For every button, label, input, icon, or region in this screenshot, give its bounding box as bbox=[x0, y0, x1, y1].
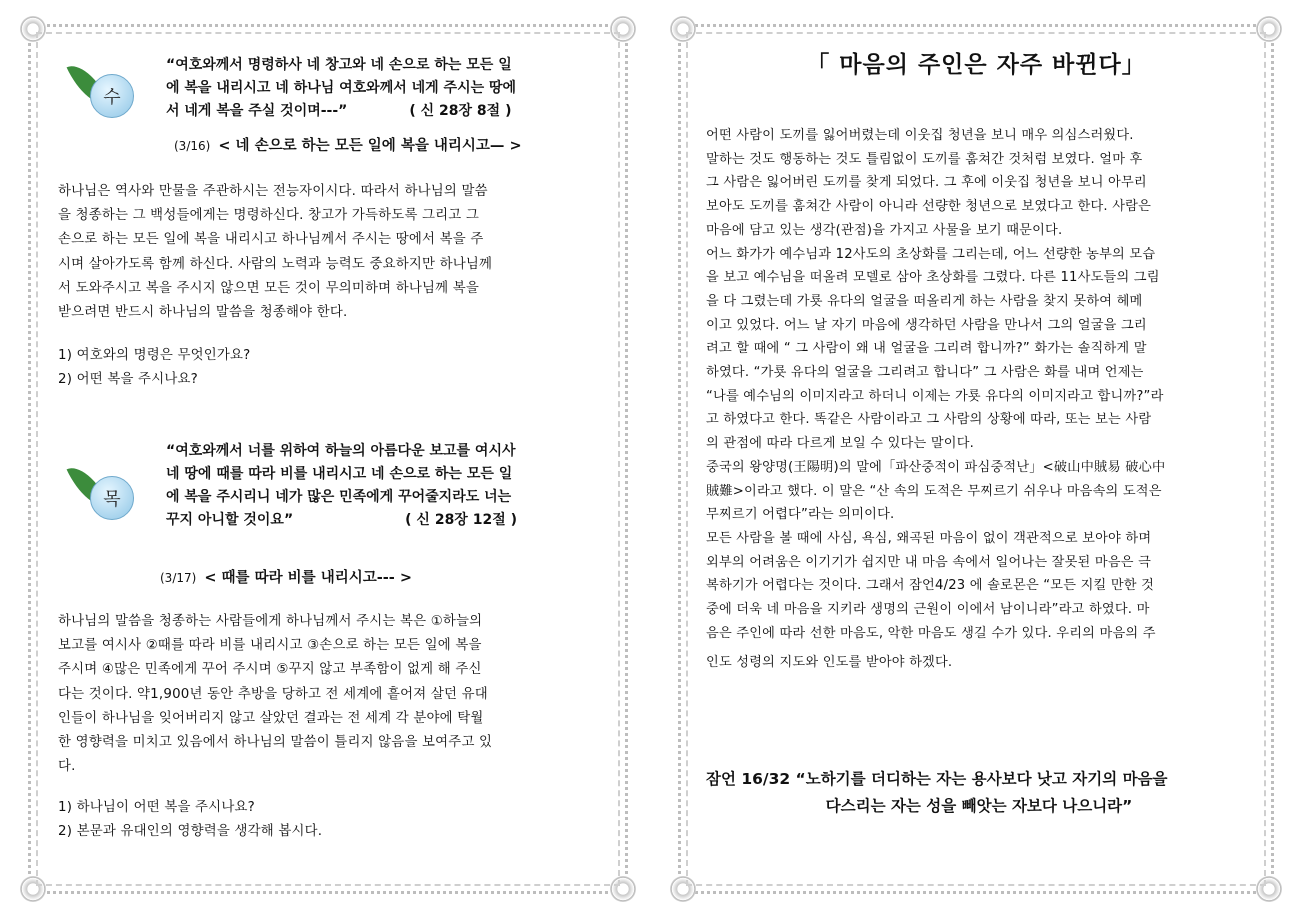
body-line: 을 보고 예수님을 떠올려 모델로 삼아 초상화를 그렸다. 다른 11사도들의 그림 bbox=[706, 270, 1160, 286]
question-list bbox=[58, 796, 322, 844]
badge-circle bbox=[90, 74, 134, 118]
body-line: 시며 살아가도록 함께 하신다. 사람의 노력과 능력도 중요하지만 하나님께 bbox=[58, 256, 493, 272]
body-line: 고 하였다고 한다. 똑같은 사람이라고 그 사람의 상황에 따라, 또는 보는 사람 bbox=[706, 412, 1152, 428]
section-date: (3/17) bbox=[160, 571, 197, 585]
body-line: 의 관점에 따라 다르게 보일 수 있다는 말이다. bbox=[706, 436, 975, 452]
corner-ornament-icon bbox=[610, 16, 636, 42]
body-line: 하나님은 역사와 만물을 주관하시는 전능자이시다. 따라서 하나님의 말씀 bbox=[58, 184, 488, 199]
footer-verse bbox=[706, 766, 1252, 820]
body-line: 받으려면 반드시 하나님의 말씀을 청종해야 한다. bbox=[58, 305, 348, 321]
body-line: 인들이 하나님을 잊어버리지 않고 살았던 결과는 전 세계 각 분야에 탁월 bbox=[58, 710, 484, 726]
question-item: 1) 여호와의 명령은 무엇인가요? bbox=[58, 348, 251, 363]
body-line: 한 영향력을 미치고 있음에서 하나님의 말씀이 틀리지 않음을 보여주고 있 bbox=[58, 735, 493, 751]
body-line: 을 다 그렸는데 가룟 유다의 얼굴을 떠올리게 하는 사람을 찾지 못하여 헤메 bbox=[706, 293, 1143, 309]
body-line: 무찌르기 어렵다”라는 의미이다. bbox=[706, 507, 895, 523]
corner-ornament-icon bbox=[1256, 876, 1282, 902]
verse-line: 에 복을 내리시고 네 하나님 여호와께서 네게 주시는 땅에 bbox=[166, 80, 517, 96]
body-line: 주시며 ④많은 민족에게 꾸어 주시며 ⑤꾸지 않고 부족함이 없게 해 주신 bbox=[58, 662, 482, 678]
body-line: “나를 예수님의 이미지라고 하더니 이제는 가룟 유다의 이미지라고 합니까?”라 bbox=[706, 388, 1164, 404]
verse-ref: ( 신 28장 12절 ) bbox=[405, 512, 517, 528]
body-line: 보고를 여시사 ②때를 따라 비를 내리시고 ③손으로 하는 모든 일에 복을 bbox=[58, 638, 482, 654]
body-line: 마음에 담고 있는 생각(관점)을 가지고 사물을 보기 때문이다. bbox=[706, 222, 1063, 238]
body-line: 하였다. “가룟 유다의 얼굴을 그리려고 합니다” 그 사람은 화를 내며 언제는 bbox=[706, 365, 1144, 381]
body-line: 외부의 어려움은 이기기가 쉽지만 내 마음 속에서 일어나는 잘못된 마음은 극 bbox=[706, 554, 1152, 570]
body-line: 어느 화가가 예수님과 12사도의 초상화를 그리는데, 어느 선량한 농부의 모습 bbox=[706, 246, 1156, 262]
body-line: 중에 더욱 네 마음을 지키라 생명의 근원이 이에서 남이니라”라고 하였다. 마 bbox=[706, 602, 1150, 618]
badge-char: 수 bbox=[103, 87, 121, 108]
verse-ref: ( 신 28장 8절 ) bbox=[409, 103, 512, 119]
badge-circle bbox=[90, 476, 134, 520]
page-title: 「 마음의 주인은 자주 바뀐다」 bbox=[806, 52, 1146, 78]
right-page bbox=[678, 24, 1274, 894]
left-page bbox=[28, 24, 628, 894]
corner-ornament-icon bbox=[1256, 16, 1282, 42]
footer-line: 잠언 16/32 “노하기를 더디하는 자는 용사보다 낫고 자기의 마음을 bbox=[706, 770, 1168, 788]
badge-char: 목 bbox=[103, 489, 121, 510]
leaf-badge-icon bbox=[76, 60, 134, 118]
section-subtitle bbox=[174, 134, 522, 155]
section-body bbox=[58, 610, 598, 779]
body-line: 이고 있었다. 어느 날 자기 마음에 생각하던 사람을 만나서 그의 얼굴을 그리 bbox=[706, 317, 1147, 333]
body-line: 려고 할 때에 “ 그 사람이 왜 내 얼굴을 그리려 합니까?” 화가는 솔직하게 말 bbox=[706, 341, 1147, 357]
body-line: 하나님의 말씀을 청종하는 사람들에게 하나님께서 주시는 복은 ①하늘의 bbox=[58, 614, 483, 629]
question-item: 1) 하나님이 어떤 복을 주시나요? bbox=[58, 800, 255, 815]
body-line: 다. bbox=[58, 759, 76, 775]
section-subtitle bbox=[160, 566, 412, 587]
verse-line: “여호와께서 너를 위하여 하늘의 아름다운 보고를 여시사 bbox=[166, 443, 516, 459]
section-body bbox=[58, 180, 598, 325]
body-line: 손으로 하는 모든 일에 복을 내리시고 하나님께서 주시는 땅에서 복을 주 bbox=[58, 232, 484, 248]
corner-ornament-icon bbox=[610, 876, 636, 902]
verse-line: 서 네게 복을 주실 것이며---” ( 신 28장 8절 ) bbox=[166, 103, 512, 119]
verse-block bbox=[166, 440, 606, 532]
section-date: (3/16) bbox=[174, 139, 211, 153]
article-body bbox=[706, 124, 1252, 675]
body-line: 을 청종하는 그 백성들에게는 명령하신다. 창고가 가득하도록 그리고 그 bbox=[58, 208, 480, 224]
corner-ornament-icon bbox=[670, 876, 696, 902]
body-line: 賊難>이라고 했다. 이 말은 “산 속의 도적은 무찌르기 쉬우나 마음속의 도적은 bbox=[706, 483, 1162, 499]
body-line: 음은 주인에 따라 선한 마음도, 악한 마음도 생길 수가 있다. 우리의 마음의 주 bbox=[706, 625, 1156, 641]
corner-ornament-icon bbox=[670, 16, 696, 42]
corner-ornament-icon bbox=[20, 16, 46, 42]
body-line: 말하는 것도 행동하는 것도 틀림없이 도끼를 훔쳐간 것처럼 보였다. 얼마 후 bbox=[706, 151, 1143, 167]
body-line: 어떤 사람이 도끼를 잃어버렸는데 이웃집 청년을 보니 매우 의심스러웠다. bbox=[706, 128, 1134, 143]
subtitle-text: < 네 손으로 하는 모든 일에 복을 내리시고— > bbox=[218, 138, 522, 154]
body-line: 복하기가 어렵다는 것이다. 그래서 잠언4/23 에 솔로몬은 “모든 지킬 만한 것 bbox=[706, 578, 1155, 594]
subtitle-text: < 때를 따라 비를 내리시고--- > bbox=[204, 570, 412, 586]
body-line: 그 사람은 잃어버린 도끼를 찾게 되었다. 그 후에 이웃집 청년을 보니 아무리 bbox=[706, 175, 1147, 191]
verse-line: 꾸지 아니할 것이요” ( 신 28장 12절 ) bbox=[166, 512, 517, 528]
leaf-badge-icon bbox=[76, 462, 134, 520]
question-item: 2) 어떤 복을 주시나요? bbox=[58, 372, 198, 388]
verse-line: 에 복을 주시리니 네가 많은 민족에게 꾸어줄지라도 너는 bbox=[166, 489, 512, 505]
verse-block bbox=[166, 54, 606, 123]
body-line: 모든 사람을 볼 때에 사심, 욕심, 왜곡된 마음이 없이 객관적으로 보아야 하며 bbox=[706, 530, 1152, 546]
question-list bbox=[58, 344, 250, 392]
body-line: 인도 성령의 지도와 인도를 받아야 하겠다. bbox=[706, 655, 953, 671]
corner-ornament-icon bbox=[20, 876, 46, 902]
body-line: 다는 것이다. 약1,900년 동안 추방을 당하고 전 세계에 흩어져 살던 유대 bbox=[58, 686, 488, 702]
body-line: 서 도와주시고 복을 주시지 않으면 모든 것이 무의미하며 하나님께 복을 bbox=[58, 280, 480, 296]
verse-line: “여호와께서 명령하사 네 창고와 네 손으로 하는 모든 일 bbox=[166, 57, 512, 73]
question-item: 2) 본문과 유대인의 영향력을 생각해 봅시다. bbox=[58, 824, 323, 840]
body-line: 중국의 왕양명(王陽明)의 말에「파산중적이 파심중적난」<破山中賊易 破心中 bbox=[706, 459, 1166, 475]
footer-line: 다스리는 자는 성을 빼앗는 자보다 나으니라” bbox=[825, 797, 1133, 815]
body-line: 보아도 도끼를 훔쳐간 사람이 아니라 선량한 청년으로 보였다고 한다. 사람은 bbox=[706, 199, 1152, 215]
verse-line: 네 땅에 때를 따라 비를 내리시고 네 손으로 하는 모든 일 bbox=[166, 466, 513, 482]
